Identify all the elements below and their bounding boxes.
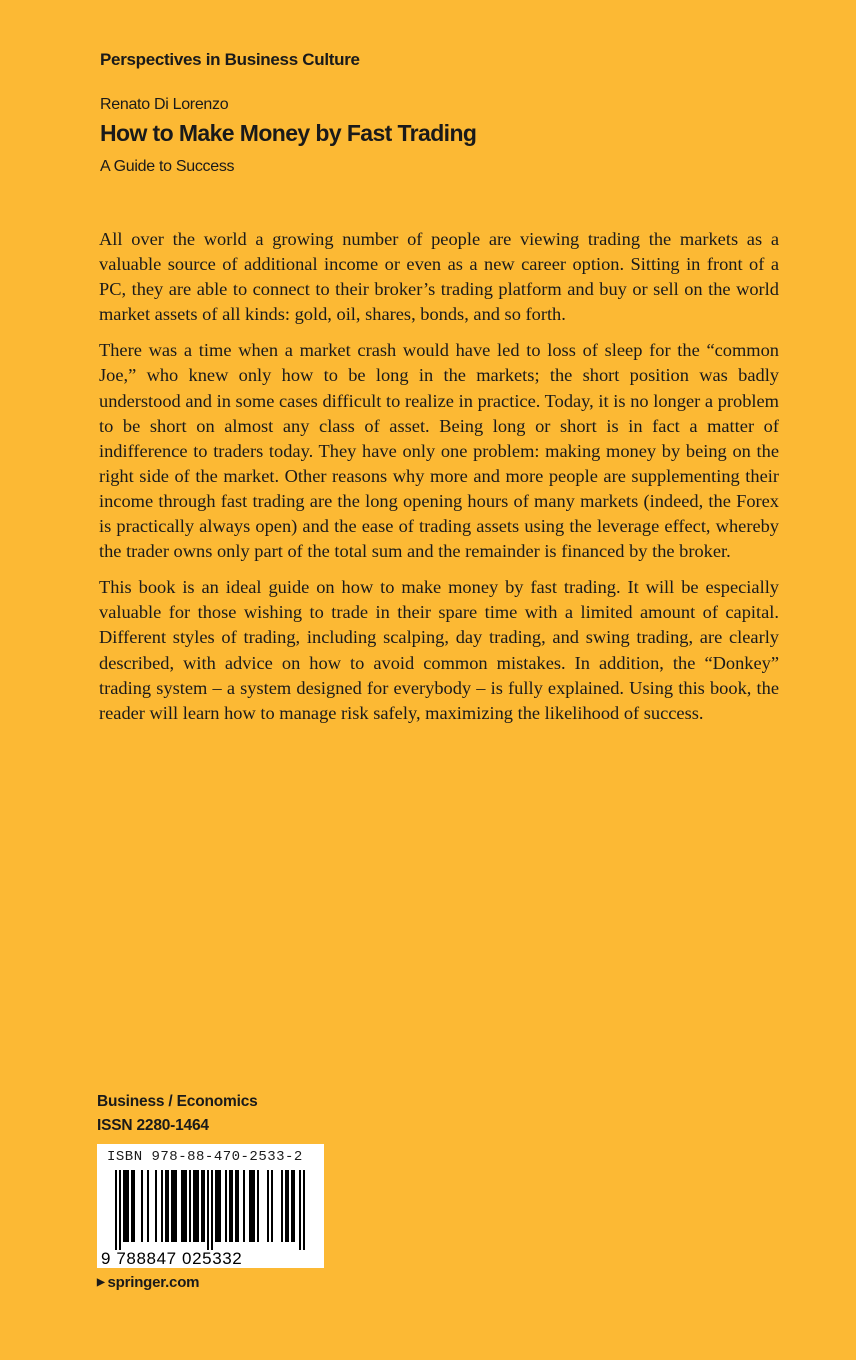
barcode-bar — [235, 1170, 237, 1242]
barcode-bar — [291, 1170, 293, 1242]
barcode-bar — [303, 1170, 305, 1250]
blurb-paragraph-3: This book is an ideal guide on how to make money by fast trading. It will be especially valuable for those wishing to trade in their spare time with a limited amount of capital. Different styles of trading, including scalping, day trading, and swing trading, are clearly described, with advice on how to avoid common mistakes. In addition, the “Donkey” trading system – a system designed for everybody – is fully explained. Using this book, the reader will learn how to manage risk safely, maximizing the likelihood of success. — [99, 577, 779, 723]
book-subtitle: A Guide to Success — [100, 158, 235, 175]
barcode-bar — [287, 1170, 289, 1242]
barcode-bar — [211, 1170, 213, 1250]
barcode-bar — [203, 1170, 205, 1242]
barcode-digits: 9 788847 025332 — [101, 1249, 243, 1268]
barcode-bar — [197, 1170, 199, 1242]
barcode-bar — [119, 1170, 121, 1250]
series-name: Perspectives in Business Culture — [100, 50, 360, 69]
barcode-bar — [167, 1170, 169, 1242]
barcode-bar — [225, 1170, 227, 1242]
barcode-bar — [181, 1170, 183, 1242]
barcode-bar — [123, 1170, 125, 1242]
barcode-bar — [161, 1170, 163, 1242]
subject-category: Business / Economics — [97, 1093, 258, 1110]
barcode-bar — [115, 1170, 117, 1250]
barcode-bar — [201, 1170, 203, 1242]
barcode-bar — [215, 1170, 217, 1242]
barcode-bar — [267, 1170, 269, 1242]
barcode-bar — [207, 1170, 209, 1250]
barcode-bar — [147, 1170, 149, 1242]
barcode-bar — [155, 1170, 157, 1242]
barcode-bar — [193, 1170, 195, 1242]
barcode-bar — [133, 1170, 135, 1242]
publisher-link[interactable] — [97, 1274, 199, 1291]
barcode-bar — [299, 1170, 301, 1250]
barcode-bar — [271, 1170, 273, 1242]
author-name: Renato Di Lorenzo — [100, 96, 229, 113]
barcode-bar — [231, 1170, 233, 1242]
barcode-bar — [219, 1170, 221, 1242]
blurb-paragraph-1: All over the world a growing number of people are viewing trading the markets as a valuable source of additional income or even as a new career option. Sitting in front of a PC, they are able to connect to their broker’s trading platform and buy or sell on the world market assets of all kinds: gold, oil, shares, bonds, and so forth. — [99, 229, 779, 325]
barcode-bar — [185, 1170, 187, 1242]
barcode-bar — [285, 1170, 287, 1242]
website-label: springer.com — [107, 1274, 200, 1291]
blurb-paragraph-2: There was a time when a market crash would have led to loss of sleep for the “common Joe,” who knew only how to be long in the markets; the short position was badly understood and in some cases difficult to realize in practice. Today, it is no longer a problem to be short on almost any class of asset. Being long or short is in fact a matter of indifference to traders today. They have only one problem: making money by being on the right side of the market. Other reasons why more and more people are supplementing their income through fast trading are the long opening hours of many markets (indeed, the Forex is practically always open) and the ease of trading assets using the leverage effect, whereby the trader owns only part of the total sum and the remainder is financed by the broker. — [99, 340, 779, 562]
barcode-bar — [127, 1170, 129, 1242]
barcode-bar — [131, 1170, 133, 1242]
barcode-bar — [257, 1170, 259, 1242]
barcode-bar — [237, 1170, 239, 1242]
isbn-label: ISBN 978-88-470-2533-2 — [107, 1149, 303, 1165]
barcode — [97, 1144, 324, 1268]
barcode-graphic — [97, 1170, 324, 1268]
barcode-bar — [249, 1170, 251, 1242]
barcode-bar — [243, 1170, 245, 1242]
arrow-right-icon: ▶ — [97, 1277, 105, 1288]
barcode-bar — [189, 1170, 191, 1242]
barcode-bar — [293, 1170, 295, 1242]
barcode-bar — [253, 1170, 255, 1242]
book-title: How to Make Money by Fast Trading — [100, 120, 477, 146]
barcode-bar — [171, 1170, 173, 1242]
barcode-bar — [165, 1170, 167, 1242]
barcode-bar — [251, 1170, 253, 1242]
barcode-bar — [125, 1170, 127, 1242]
barcode-bar — [183, 1170, 185, 1242]
barcode-bar — [281, 1170, 283, 1242]
barcode-bar — [173, 1170, 175, 1242]
barcode-bar — [141, 1170, 143, 1242]
barcode-bar — [175, 1170, 177, 1242]
barcode-bar — [195, 1170, 197, 1242]
issn: ISSN 2280-1464 — [97, 1117, 209, 1134]
barcode-bar — [229, 1170, 231, 1242]
barcode-bar — [217, 1170, 219, 1242]
blurb — [99, 227, 779, 737]
